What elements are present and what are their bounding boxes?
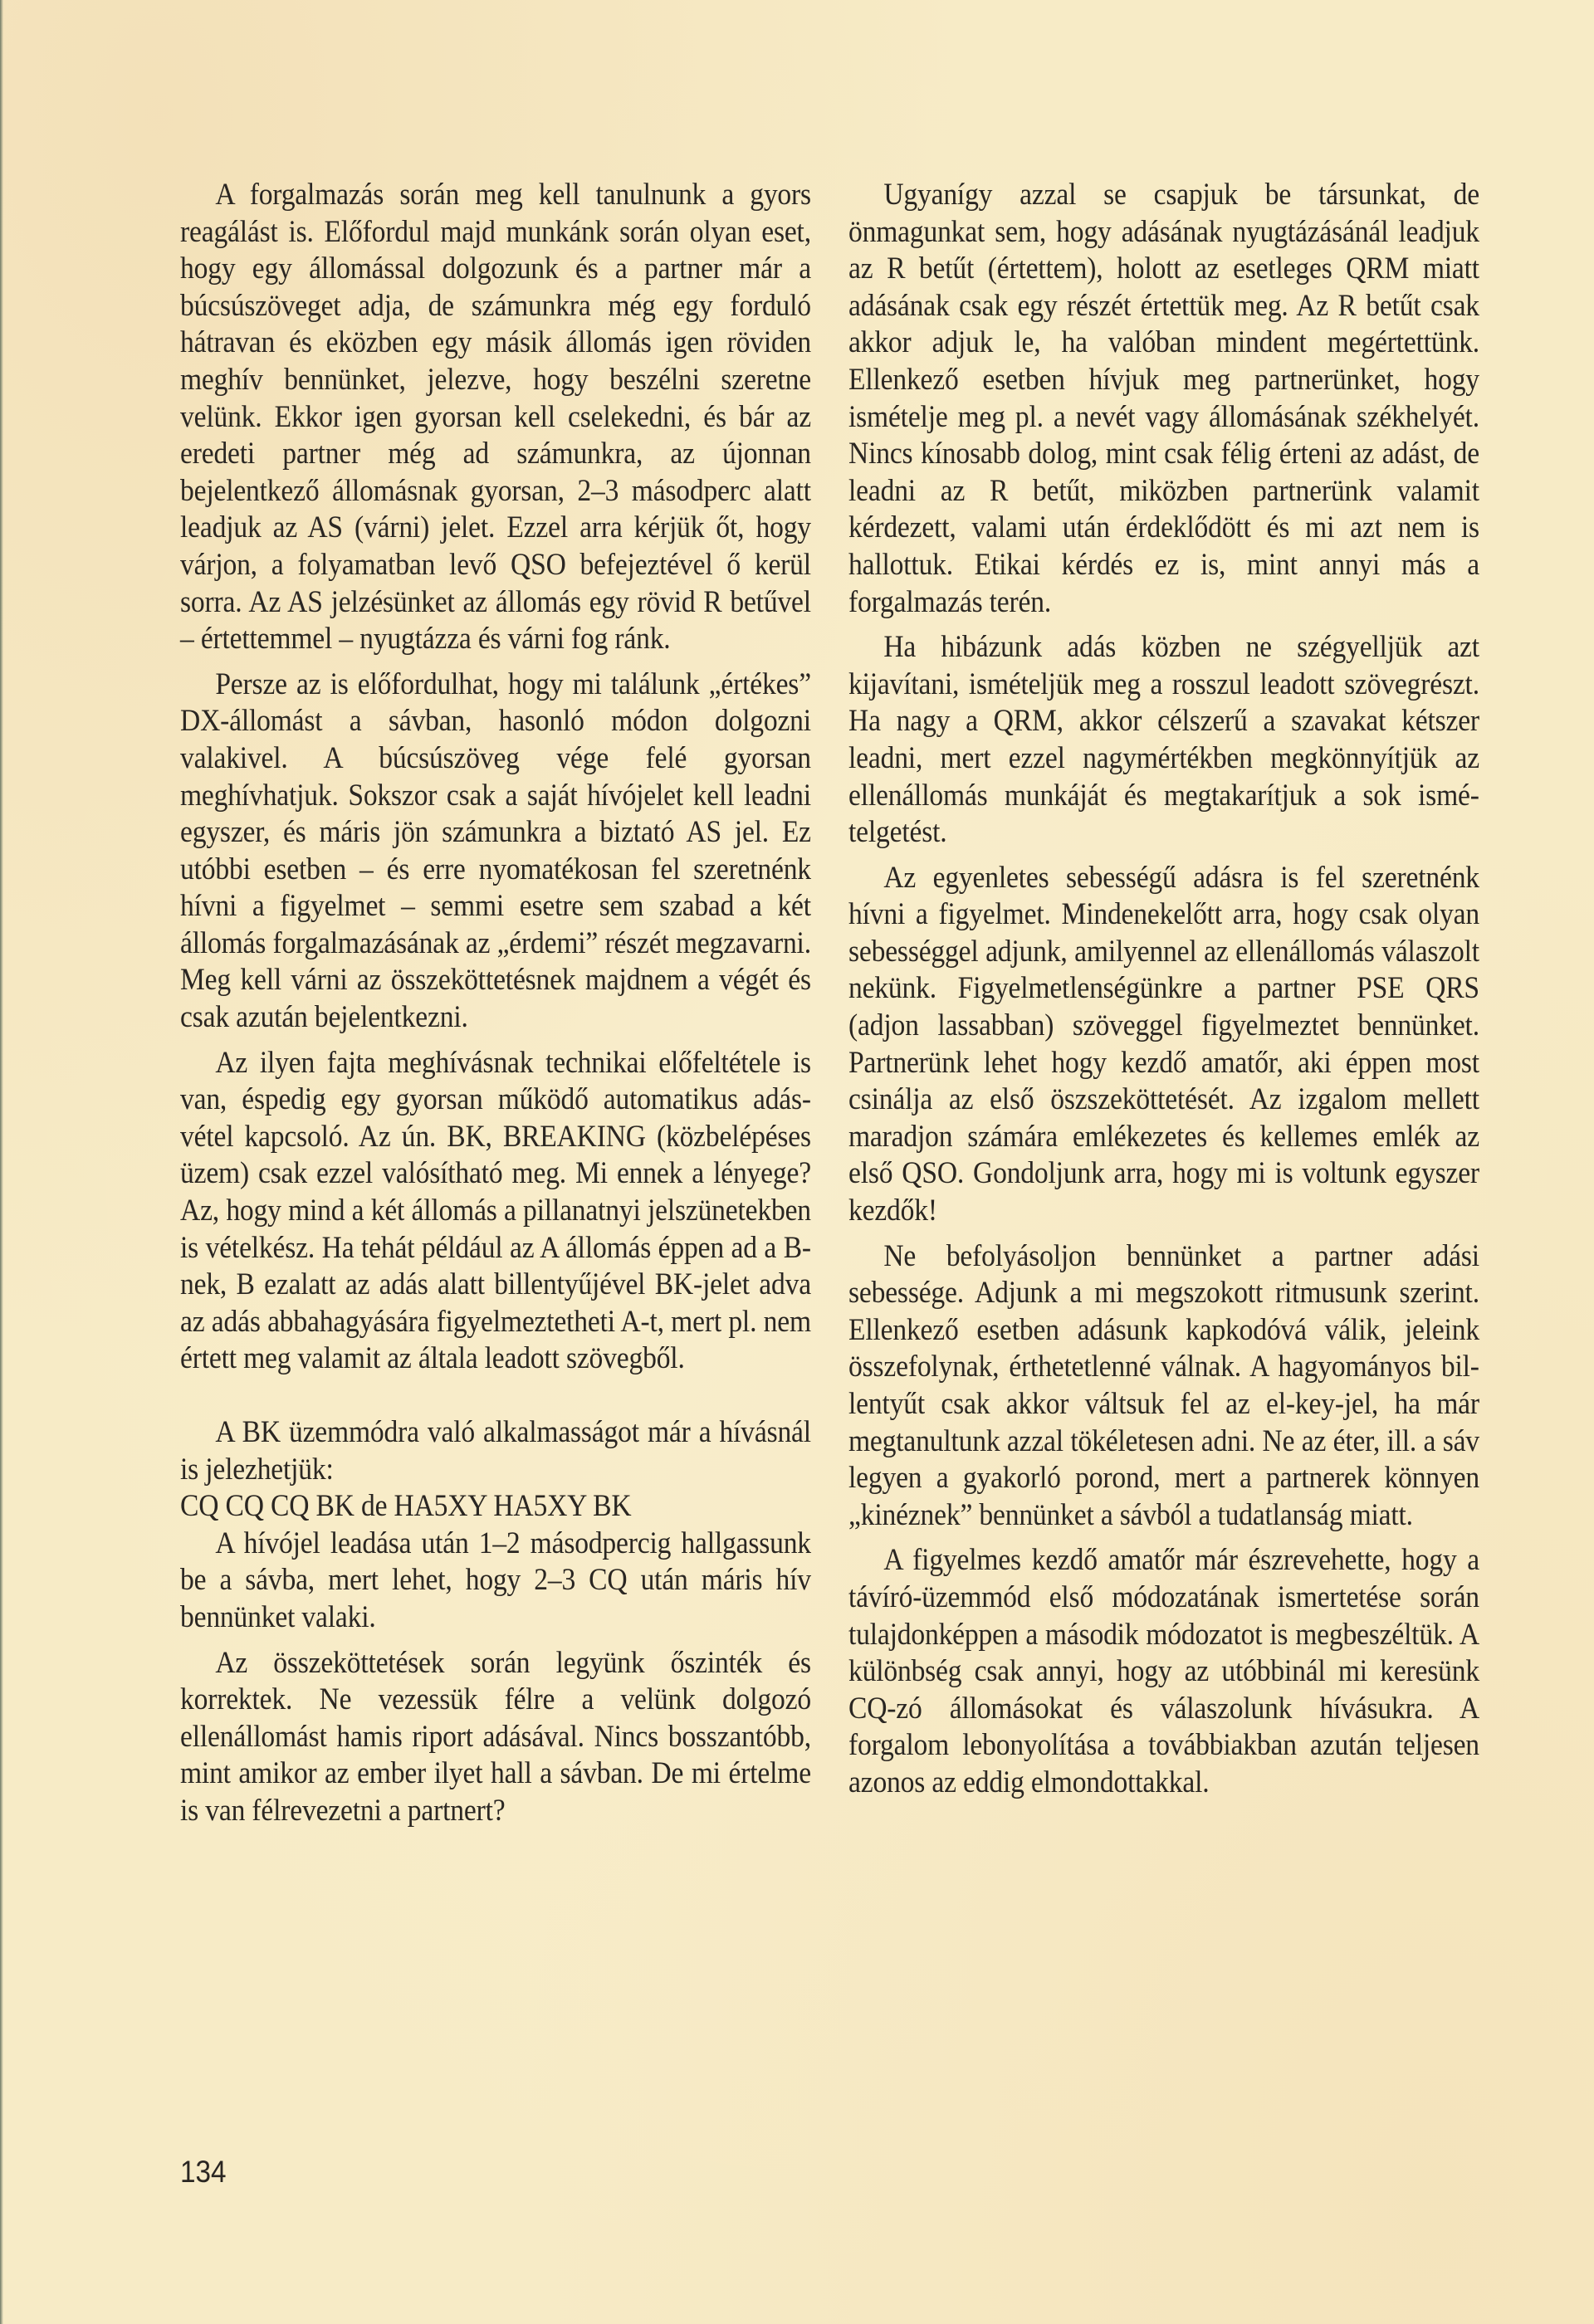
paragraph: A BK üzemmódra való alkalmasságot már a hívásnál is jelezhetjük: — [180, 1414, 811, 1486]
left-column — [180, 176, 811, 1829]
page-edge — [0, 0, 3, 2324]
paragraph: Persze az is előfordulhat, hogy mi találunk „értékes” DX-állomást a sávban, hasonló módon dolgozni valakivel. A búcsúszöveg vége felé gyorsan meghívhatjuk. Sokszor csak a saját hívójelet kell leadni egyszer, és máris jön számunkra a biztató AS jel. Ez utóbbi esetben – és erre nyomatékosan fel szeretnénk hívni a figyelmet – semmi esetre sem szabad a két állomás forgalmazásának az „érdemi” részét megzavarni. Meg kell várni az összeköttetésnek majdnem a végét és csak azután bejelentkezni. — [180, 666, 811, 1034]
paragraph: Ne befolyásoljon bennünket a partner adási sebessége. Adjunk a mi megszokott ritmusunk szerint. Ellenkező esetben adásunk kapkodóvá válik, jeleink összefolynak, érthetetlenné válnak. A hagyományos billentyűt csak akkor váltsuk fel az el-key-jel, ha már megtanultunk azzal tökéletesen adni. Ne az éter, ill. a sáv legyen a gyakorló porond, mert a partnerek könnyen „kinéznek” bennünket a sávból a tudatlanság miatt. — [848, 1238, 1479, 1531]
paragraph: A hívójel leadása után 1–2 másodpercig hallgassunk be a sávba, mert lehet, hogy 2–3 CQ után máris hív bennünket valaki. — [180, 1525, 811, 1633]
paragraph: Ugyanígy azzal se csapjuk be társunkat, de önmagunkat sem, hogy adásának nyugtázásánál leadjuk az R betűt (értettem), holott az esetleges QRM miatt adásának csak egy részét értettük meg. Az R betűt csak akkor adjuk le, ha valóban mindent megértettünk. Ellenkező esetben hívjuk meg partnerünket, hogy ismételje meg pl. a nevét vagy állomásának székhelyét. Nincs kínosabb dolog, mint csak félig érteni az adást, de leadni az R betűt, miközben partnerünk valamit kérdezett, valami után érdeklődött és mi azt nem is hallottuk. Etikai kérdés ez is, mint annyi más a forgalmazás terén. — [848, 177, 1479, 618]
right-column — [848, 176, 1479, 1801]
paragraph: A figyelmes kezdő amatőr már észrevehette, hogy a távíró-üzemmód első módozatának ismertetése során tulajdonképpen a második módozatot is megbeszéltük. A különbség csak annyi, hogy az utóbbinál mi keresünk CQ-zó állomásokat és válaszolunk hívásukra. A forgalom lebonyolítása a továbbiakban azután teljesen azonos az eddig elmondottakkal. — [848, 1542, 1479, 1799]
paragraph: Az egyenletes sebességű adásra is fel szeretnénk hívni a figyelmet. Mindenekelőtt arra, hogy csak olyan sebességgel adjunk, amilyennel az ellenállomás válaszolt nekünk. Figyelmetlenségünkre a partner PSE QRS (adjon lassabban) szöveggel figyelmeztet bennünket. Partnerünk lehet hogy kezdő amatőr, aki éppen most csinálja az első öszszeköttetését. Az izgalom mellett maradjon számára emlékezetes és kellemes emlék az első QSO. Gondoljunk arra, hogy mi is voltunk egyszer kezdők! — [848, 859, 1479, 1228]
call-example: CQ CQ CQ BK de HA5XY HA5XY BK — [180, 1488, 632, 1523]
page-number: 134 — [180, 2155, 227, 2189]
paragraph: Ha hibázunk adás közben ne szégyelljük azt kijavítani, ismételjük meg a rosszul leadott szövegrészt. Ha nagy a QRM, akkor célszerű a szavakat kétszer leadni, mert ezzel nagymértékben megkönnyítjük az ellenállomás munkáját és megtakarítjuk a sok ismételgetést. — [848, 629, 1479, 849]
paragraph: A forgalmazás során meg kell tanulnunk a gyors reagálást is. Előfordul majd munkánk során olyan eset, hogy egy állomással dolgozunk és a partner már a búcsúszöveget adja, de számunkra még egy forduló hátravan és eközben egy másik állomás igen röviden meghív bennünket, jelezve, hogy beszélni szeretne velünk. Ekkor igen gyorsan kell cselekedni, és bár az eredeti partner még ad számunkra, az újonnan bejelentkező állomásnak gyorsan, 2–3 másodperc alatt leadjuk az AS (várni) jelet. Ezzel arra kérjük őt, hogy várjon, a folyamatban levő QSO befejeztével ő kerül sorra. Az AS jelzésünket az állomás egy rövid R betűvel – értettemmel – nyugtázza és várni fog ránk. — [180, 177, 811, 656]
paragraph: Az ilyen fajta meghívásnak technikai előfeltétele is van, éspedig egy gyorsan működő automatikus adás-vétel kapcsoló. Az ún. BK, BREAKING (közbelépéses üzem) csak ezzel valósítható meg. Mi ennek a lényege? Az, hogy mind a két állomás a pillanatnyi jelszünetekben is vételkész. Ha tehát például az A állomás éppen ad a B-nek, B ezalatt az adás alatt billentyűjével BK-jelet adva az adás abbahagyására figyelmeztetheti A-t, mert pl. nem értett meg valamit az általa leadott szövegből. — [180, 1044, 811, 1375]
paragraph: Az összeköttetések során legyünk őszinték és korrektek. Ne vezessük félre a velünk dolgozó ellenállomást hamis riport adásával. Nincs bosszantóbb, mint amikor az ember ilyet hall a sávban. De mi értelme is van félrevezetni a partnert? — [180, 1644, 811, 1827]
